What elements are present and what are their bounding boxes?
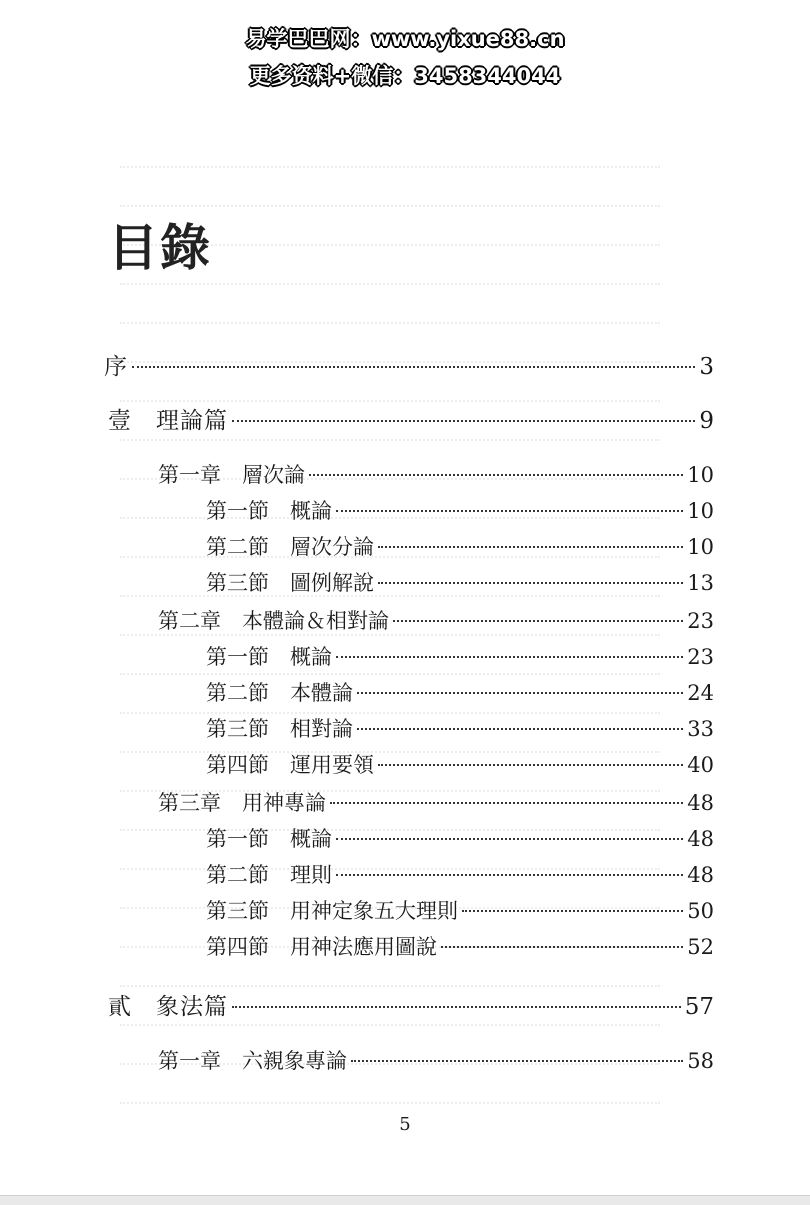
toc-entry-label: 第三節 相對論	[206, 717, 353, 741]
toc-entry[interactable]	[206, 568, 714, 598]
toc-leader-dots	[441, 946, 683, 948]
toc-entry-label: 第二章 本體論＆相對論	[158, 609, 389, 633]
toc-leader-dots	[232, 420, 695, 422]
toc-entry-label: 第二節 本體論	[206, 681, 353, 705]
toc-entry-page: 23	[687, 609, 714, 633]
toc-entry-page: 10	[687, 463, 714, 487]
toc-entry[interactable]	[206, 496, 714, 526]
toc-entry-page: 52	[687, 935, 714, 959]
toc-entry-label: 壹 理論篇	[108, 408, 228, 434]
toc-entry[interactable]	[206, 642, 714, 672]
toc-entry[interactable]	[206, 678, 714, 708]
toc-entry-label: 第一節 概論	[206, 499, 332, 523]
toc-entry-label: 第四節 運用要領	[206, 753, 374, 777]
toc-entry-page: 9	[699, 408, 714, 434]
toc-entry-page: 48	[687, 863, 714, 887]
toc-leader-dots	[330, 802, 683, 804]
toc-entry-label: 第一節 概論	[206, 827, 332, 851]
toc-entry-page: 50	[687, 899, 714, 923]
toc-entry-page: 23	[687, 645, 714, 669]
toc-entry-page: 40	[687, 753, 714, 777]
toc-entry[interactable]	[206, 932, 714, 962]
toc-entry-label: 第一章 六親象專論	[158, 1049, 347, 1073]
toc-entry[interactable]	[206, 750, 714, 780]
toc-entry[interactable]	[206, 714, 714, 744]
toc-leader-dots	[336, 838, 683, 840]
toc-entry-label: 序	[104, 354, 128, 380]
toc-entry-label: 第二節 理則	[206, 863, 332, 887]
toc-leader-dots	[357, 728, 683, 730]
toc-leader-dots	[132, 366, 695, 368]
toc-leader-dots	[232, 1006, 681, 1008]
toc-entry[interactable]	[158, 788, 714, 818]
toc-leader-dots	[336, 874, 683, 876]
toc-entry-page: 48	[687, 827, 714, 851]
toc-entry-page: 10	[687, 535, 714, 559]
toc-entry-label: 第一章 層次論	[158, 463, 305, 487]
toc-leader-dots	[378, 546, 683, 548]
toc-leader-dots	[378, 764, 683, 766]
toc-entry-label: 第一節 概論	[206, 645, 332, 669]
toc-leader-dots	[351, 1060, 683, 1062]
toc-entry-label: 貳 象法篇	[108, 994, 228, 1020]
toc-leader-dots	[336, 656, 683, 658]
toc-entry-page: 48	[687, 791, 714, 815]
toc-leader-dots	[357, 692, 683, 694]
toc-entry-page: 33	[687, 717, 714, 741]
toc-entry-page: 58	[687, 1049, 714, 1073]
toc-entry-page: 57	[684, 994, 714, 1020]
toc-entry-label: 第四節 用神法應用圖說	[206, 935, 437, 959]
toc-entry-page: 13	[687, 571, 714, 595]
toc-entry[interactable]	[108, 992, 714, 1022]
toc-leader-dots	[336, 510, 683, 512]
toc-entry[interactable]	[206, 532, 714, 562]
toc-entry-page: 24	[687, 681, 714, 705]
toc-entry[interactable]	[158, 1046, 714, 1076]
toc-entry[interactable]	[158, 606, 714, 636]
toc-entry-label: 第三節 用神定象五大理則	[206, 899, 458, 923]
page-number: 5	[399, 1114, 411, 1135]
watermark-line-2: 更多资料+微信：3458344044	[249, 64, 561, 88]
toc-entry-page: 3	[699, 354, 714, 380]
toc-leader-dots	[393, 620, 683, 622]
toc-leader-dots	[462, 910, 683, 912]
toc-entry[interactable]	[206, 824, 714, 854]
toc-entry[interactable]	[108, 406, 714, 436]
toc-entry-label: 第三章 用神專論	[158, 791, 326, 815]
toc-leader-dots	[309, 474, 683, 476]
toc-entry[interactable]	[104, 352, 714, 382]
toc-entry[interactable]	[206, 896, 714, 926]
toc-entry-label: 第三節 圖例解說	[206, 571, 374, 595]
page-title: 目錄	[108, 218, 212, 277]
toc-entry-label: 第二節 層次分論	[206, 535, 374, 559]
toc-leader-dots	[378, 582, 683, 584]
watermark-line-1: 易学巴巴网：www.yixue88.cn	[245, 27, 565, 51]
toc-entry-page: 10	[687, 499, 714, 523]
toc-entry[interactable]	[158, 460, 714, 490]
toc-entry[interactable]	[206, 860, 714, 890]
